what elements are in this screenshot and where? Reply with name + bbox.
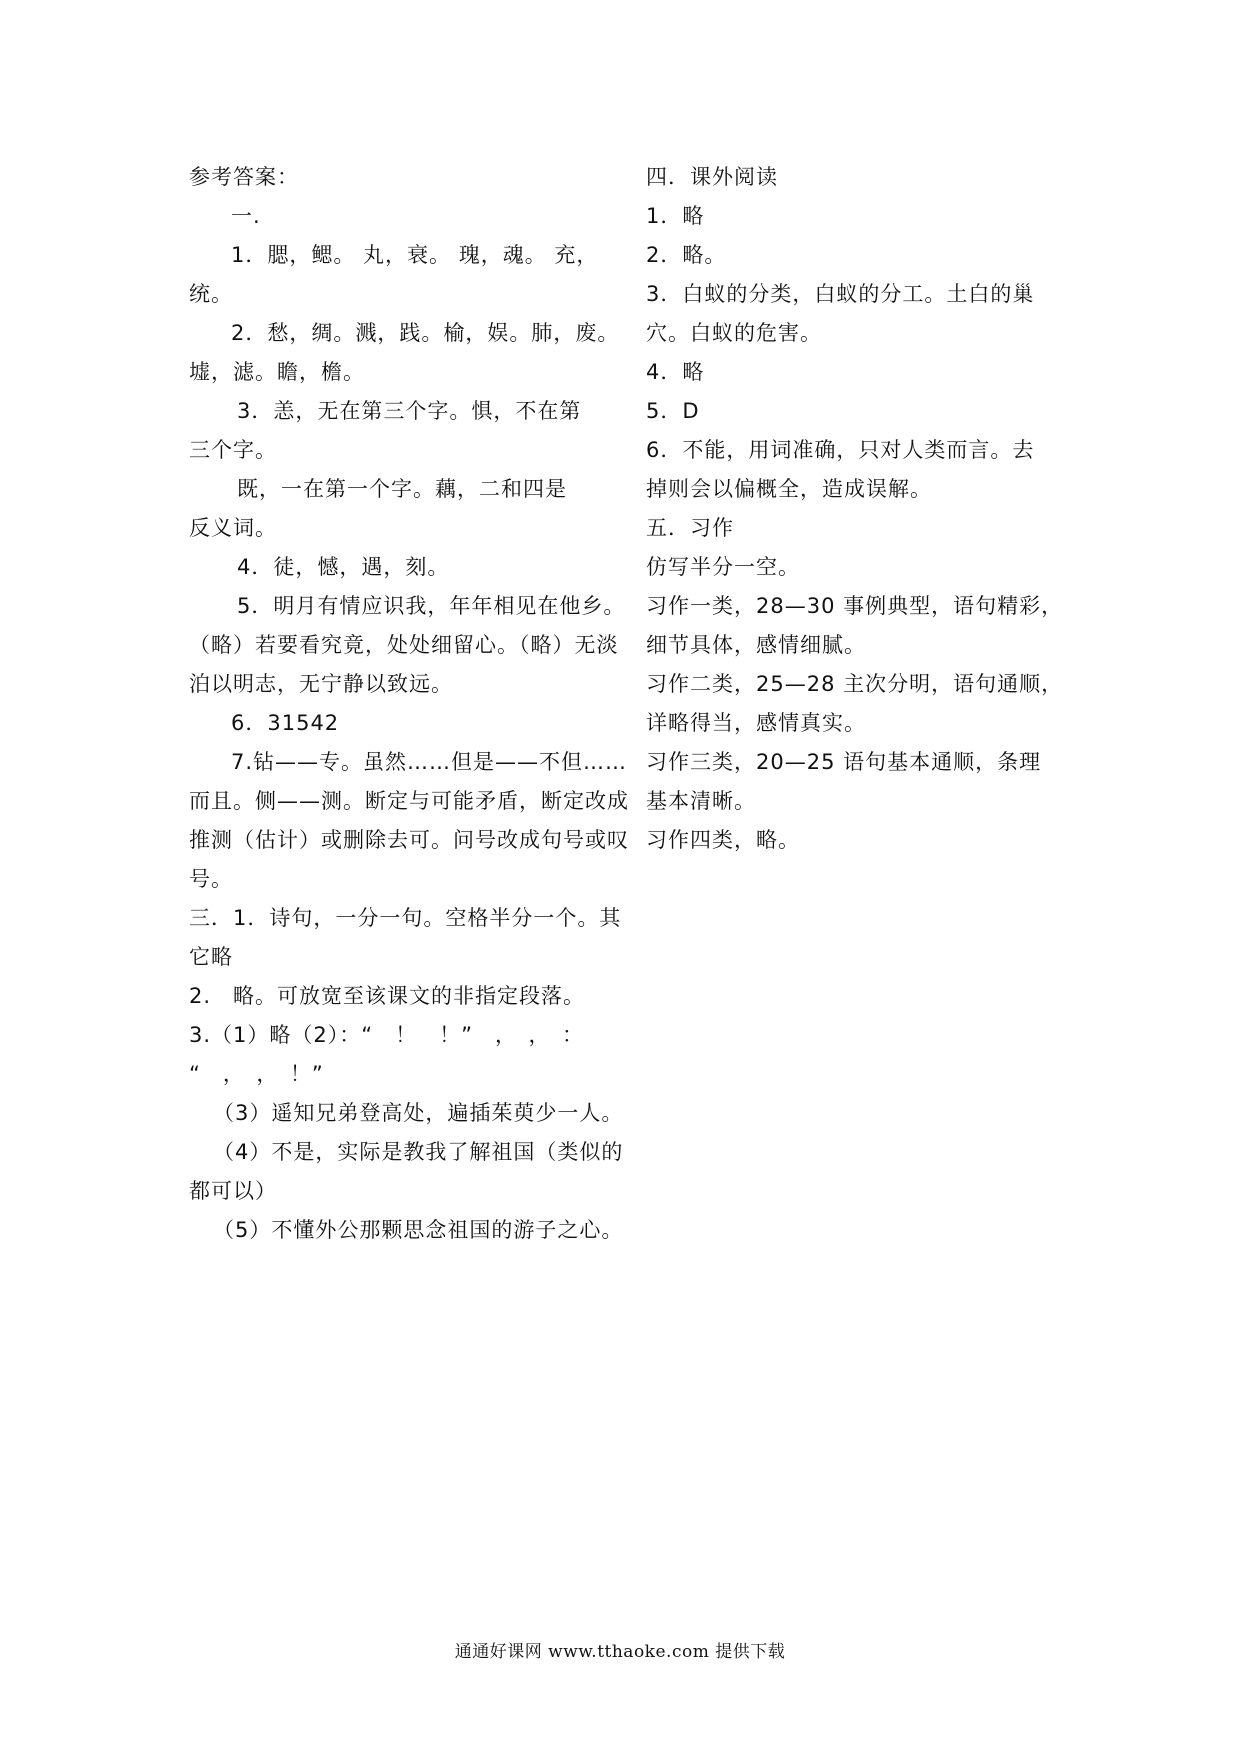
answer-line: 参考答案： (189, 165, 299, 189)
answer-line: 2．愁，绸。溅，践。榆，娱。肺，废。 (231, 321, 620, 345)
answer-line: 穴。白蚁的危害。 (646, 321, 822, 345)
answer-line: 习作四类，略。 (646, 828, 800, 852)
answer-line: 习作三类，20—25 语句基本通顺，条理 (646, 750, 1042, 774)
answer-line: （略）若要看究竟，处处细留心。（略）无淡 (189, 633, 619, 657)
answer-line: 都可以） (189, 1179, 277, 1203)
answer-line: 6．31542 (231, 711, 340, 735)
answer-line: 2．略。 (646, 243, 727, 267)
answer-line: 一. (231, 204, 261, 228)
answer-line: 墟，滤。瞻，檐。 (189, 360, 365, 384)
answer-line: 三．1．诗句，一分一句。空格半分一个。其 (189, 906, 622, 930)
answer-line: 而且。侧——测。断定与可能矛盾，断定改成 (189, 789, 629, 813)
right-column (646, 158, 1066, 860)
answer-line: 1．略 (646, 204, 705, 228)
answer-line: 号。 (189, 867, 233, 891)
answer-line: 6．不能，用词准确，只对人类而言。去 (646, 438, 1035, 462)
answer-line: 习作二类，25—28 主次分明，语句通顺， (646, 672, 1064, 696)
answer-line: 5．D (646, 399, 700, 423)
answer-line: 掉则会以偏概全，造成误解。 (646, 477, 932, 501)
answer-line: 4．徒，憾，遇，刻。 (237, 555, 450, 579)
answer-line: 它略 (189, 945, 233, 969)
answer-line: 3．恙，无在第三个字。惧，不在第 (237, 399, 582, 423)
answer-line: 3．白蚁的分类，白蚁的分工。土白的巢 (646, 282, 1035, 306)
answer-line: 1．腮，鳃。 丸，衰。 瑰，魂。 充， (231, 243, 599, 267)
answer-line: 5．明月有情应识我，年年相见在他乡。 (237, 594, 626, 618)
answer-line: 三个字。 (189, 438, 277, 462)
answer-line: 反义词。 (189, 516, 277, 540)
answer-line: （3）遥知兄弟登高处，遍插茱萸少一人。 (213, 1101, 624, 1125)
answer-line: 统。 (189, 282, 233, 306)
answer-line: 泊以明志，无宁静以致远。 (189, 672, 453, 696)
answer-line: 3.（1）略（2）：“ ！ ！” ， ， ： (189, 1023, 585, 1047)
answer-line: 既，一在第一个字。藕，二和四是 (237, 477, 567, 501)
answer-line: 基本清晰。 (646, 789, 756, 813)
answer-line: 四．课外阅读 (646, 165, 778, 189)
left-column (189, 158, 629, 1250)
answer-line: “ ， ， ！” (189, 1062, 324, 1086)
answer-line: 五．习作 (646, 516, 734, 540)
answer-line: （5）不懂外公那颗思念祖国的游子之心。 (213, 1218, 624, 1242)
page-footer: 通通好课网 www.tthaoke.com 提供下载 (454, 1642, 786, 1662)
answer-line: 7.钻——专。虽然……但是——不但…… (231, 750, 628, 774)
answer-line: 推测（估计）或删除去可。问号改成句号或叹 (189, 828, 629, 852)
answer-line: 4．略 (646, 360, 705, 384)
answer-line: 仿写半分一空。 (646, 555, 800, 579)
answer-line: （4）不是，实际是教我了解祖国（类似的 (213, 1140, 624, 1164)
answer-line: 2. 略。可放宽至该课文的非指定段落。 (189, 984, 586, 1008)
answer-line: 详略得当，感情真实。 (646, 711, 866, 735)
answer-line: 细节具体，感情细腻。 (646, 633, 866, 657)
answer-line: 习作一类，28—30 事例典型，语句精彩， (646, 594, 1064, 618)
